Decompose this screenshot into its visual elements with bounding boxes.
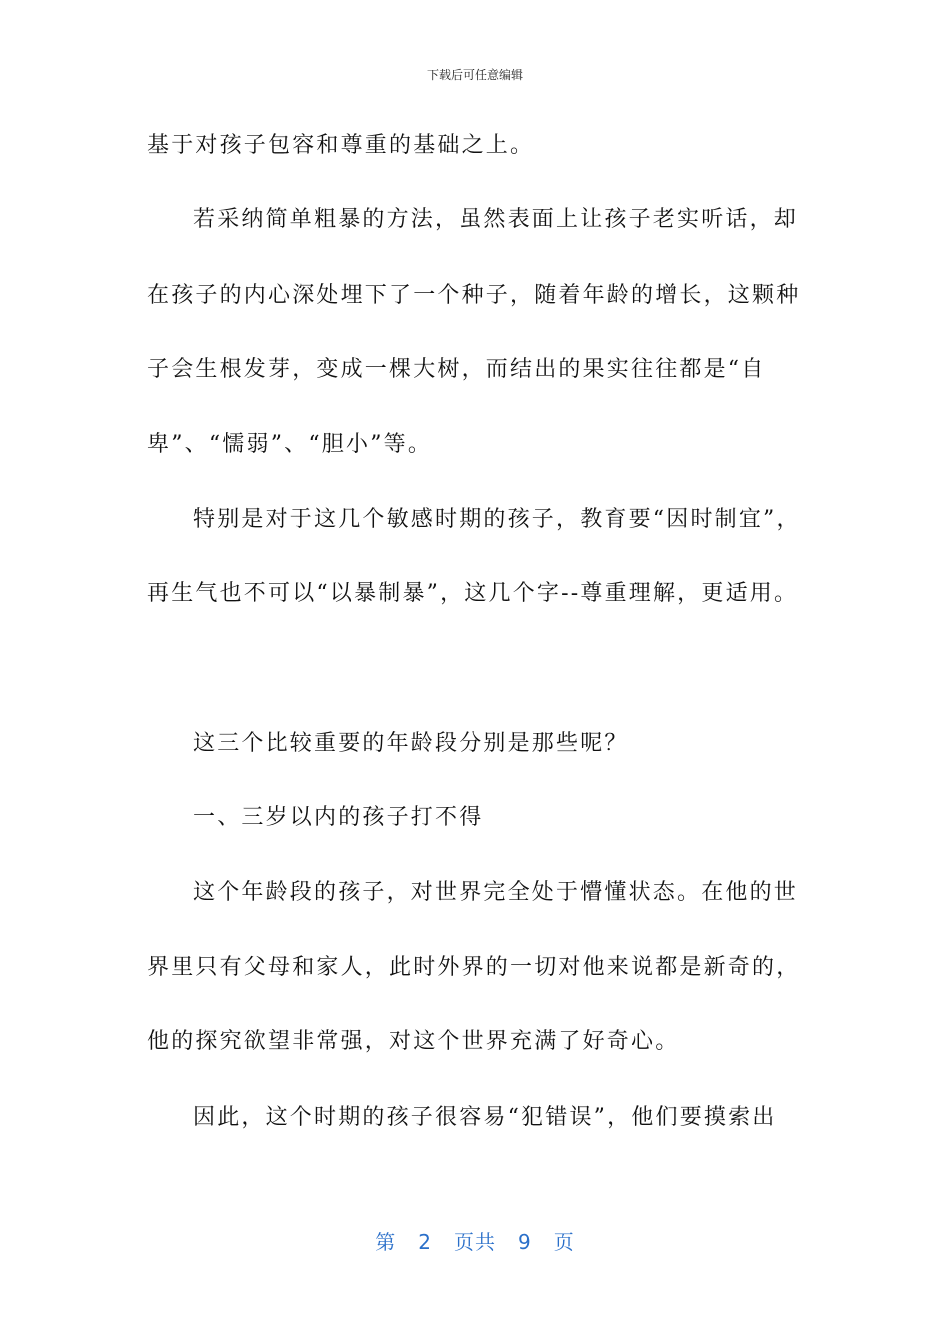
text-line: 界里只有父母和家人，此时外界的一切对他来说都是新奇的， [147,955,801,980]
text-line: 若采纳简单粗暴的方法，虽然表面上让孩子老实听话，却 [193,207,799,232]
text-line: 他的探究欲望非常强，对这个世界充满了好奇心。 [147,1029,680,1054]
text-line: 这三个比较重要的年龄段分别是那些呢？ [193,731,629,756]
page-footer [0,1226,950,1255]
total-pages-number: 9 [518,1230,532,1254]
text-line: 这个年龄段的孩子，对世界完全处于懵懂状态。在他的世 [193,880,799,905]
footer-middle: 页共 [454,1230,496,1254]
text-line: 卑”、“懦弱”、“胆小”等。 [147,432,433,457]
footer-prefix: 第 [375,1230,397,1254]
text-line: 子会生根发芽，变成一棵大树，而结出的果实往往都是“自 [147,357,766,382]
footer-suffix: 页 [553,1230,575,1254]
text-line: 因此，这个时期的孩子很容易“犯错误”，他们要摸索出 [193,1105,777,1130]
section-heading: 一、三岁以内的孩子打不得 [193,805,484,830]
text-line: 特别是对于这几个敏感时期的孩子，教育要“因时制宜”， [193,507,801,532]
text-line: 基于对孩子包容和尊重的基础之上。 [147,133,535,158]
text-line: 再生气也不可以“以暴制暴”，这几个字--尊重理解，更适用。 [147,581,799,606]
text-line: 在孩子的内心深处埋下了一个种子，随着年龄的增长，这颗种 [147,283,801,308]
current-page-number: 2 [418,1230,432,1254]
page-header: 下载后可任意编辑 [426,68,523,82]
